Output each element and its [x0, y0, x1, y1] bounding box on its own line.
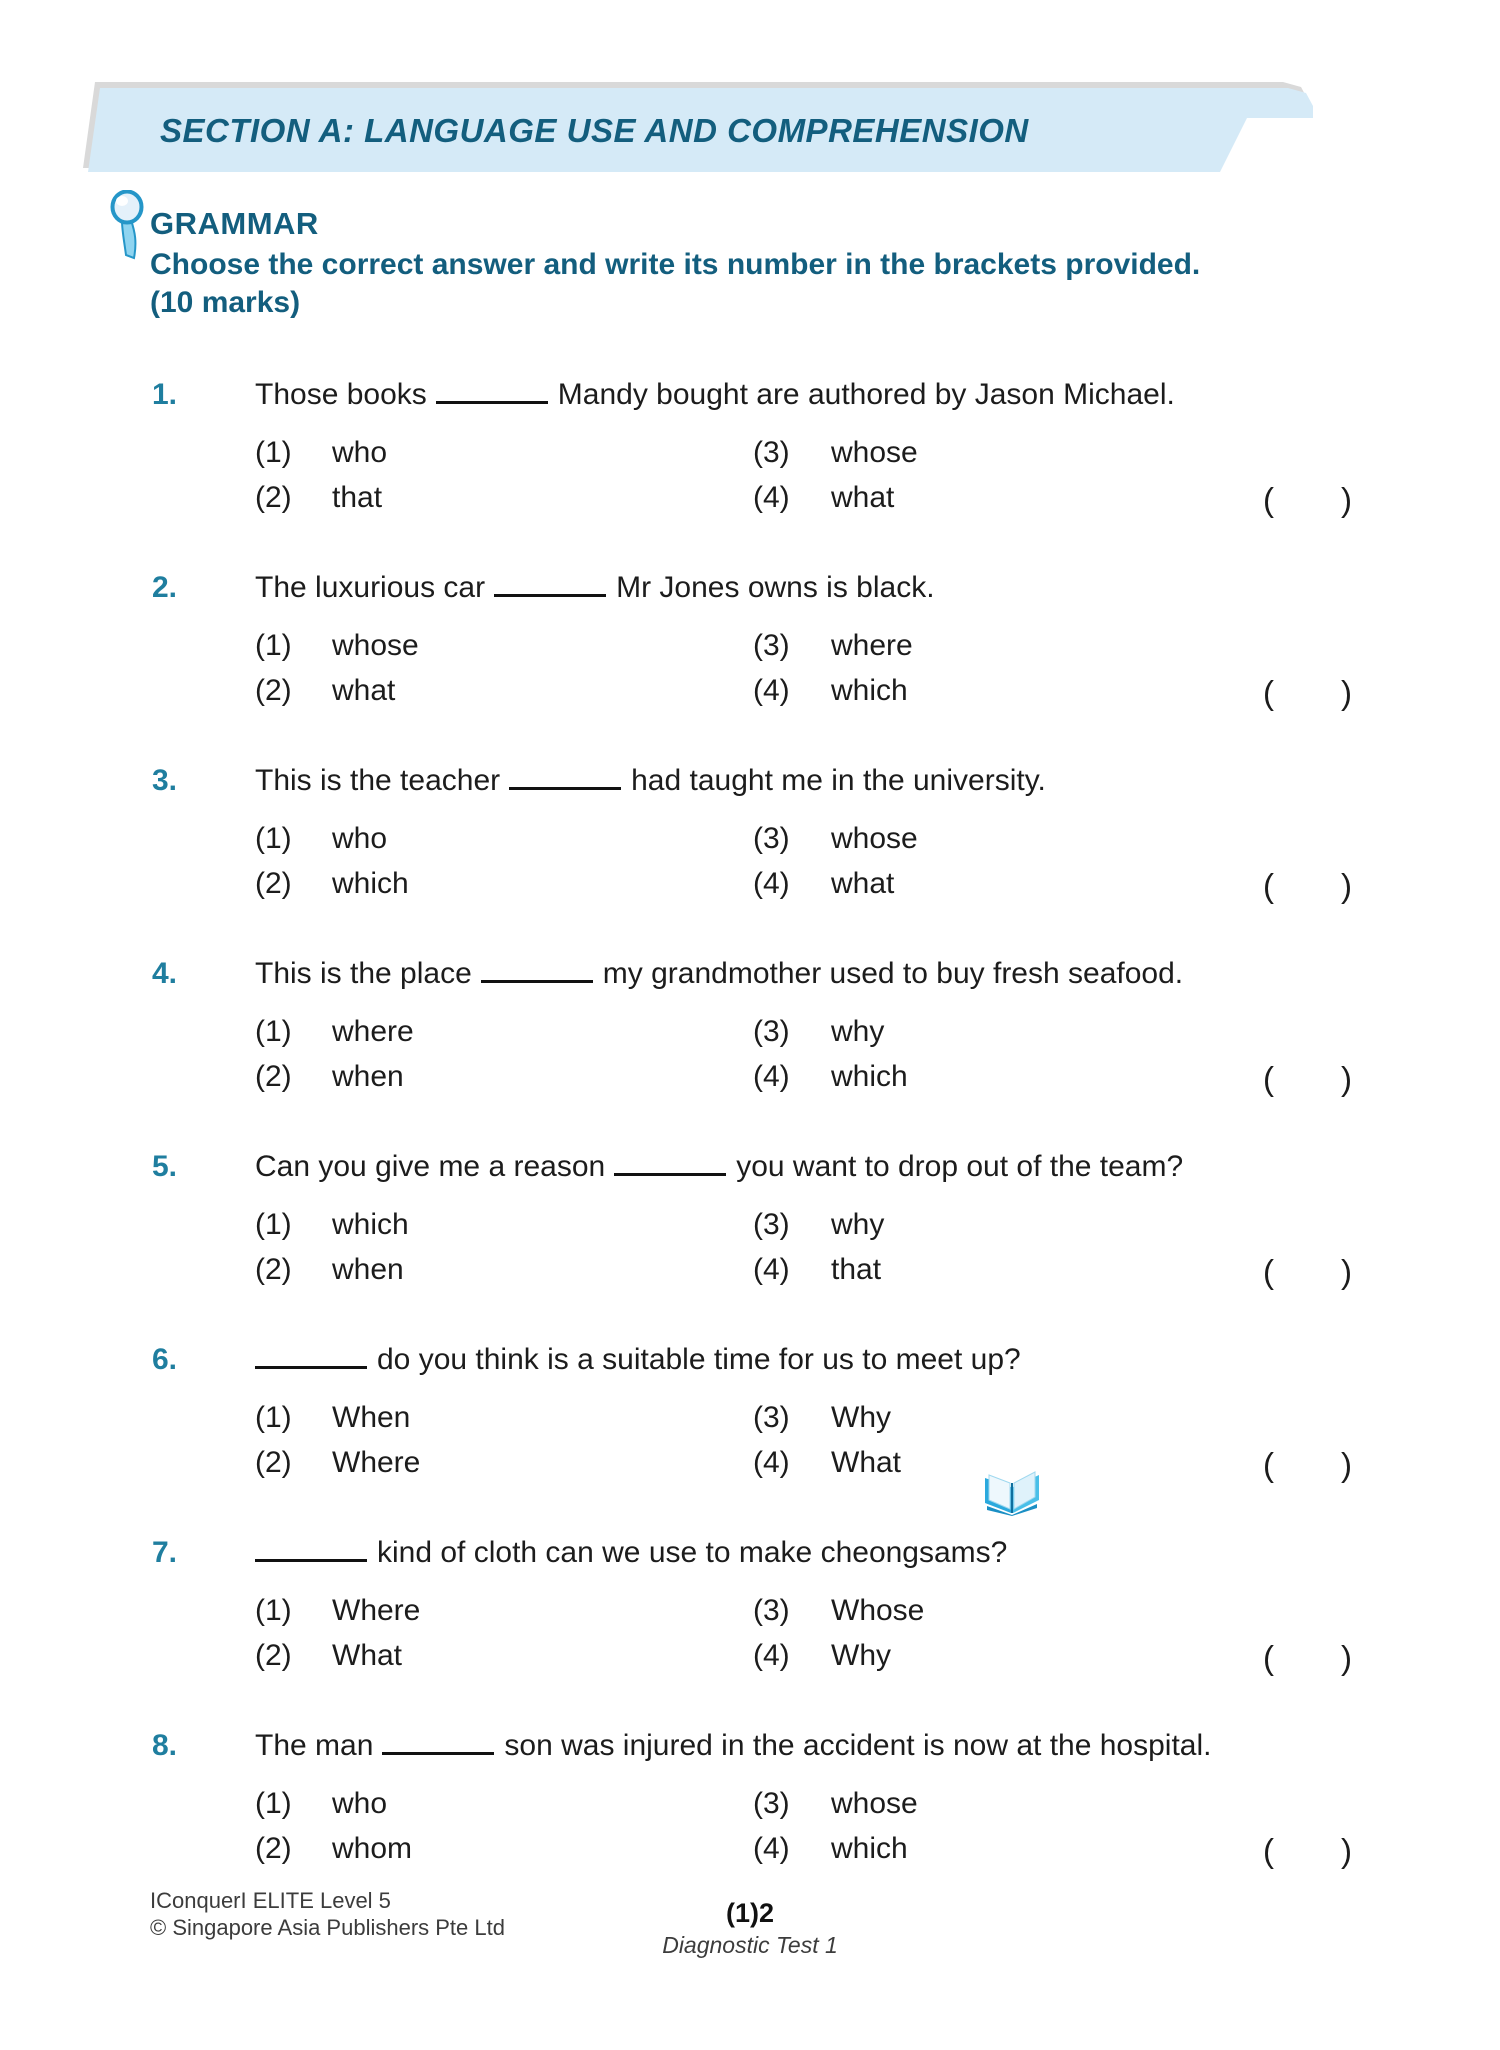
option-4-label: (4): [753, 1060, 790, 1093]
question-block: [0, 764, 1500, 914]
option-2-label: (2): [255, 1060, 292, 1093]
question-block: [0, 571, 1500, 721]
option-1-text: where: [332, 1015, 414, 1048]
option-4-text: that: [831, 1253, 882, 1286]
question-number: 7.: [152, 1536, 178, 1569]
option-4-text: what: [831, 481, 895, 514]
question-block: [0, 378, 1500, 528]
option-3-text: whose: [831, 1787, 918, 1820]
question-stem: [255, 1150, 1445, 1184]
question-stem: [255, 1729, 1445, 1763]
option-1-text: who: [332, 1787, 388, 1820]
question-stem: [255, 571, 1445, 605]
stem-before: The luxurious car: [255, 571, 486, 604]
answer-bracket-close[interactable]: ): [1341, 1446, 1352, 1483]
option-4-text: what: [831, 867, 895, 900]
question-number: 1.: [152, 378, 178, 411]
option-1-label: (1): [255, 1787, 292, 1820]
answer-bracket-close[interactable]: ): [1341, 867, 1352, 904]
option-1-label: (1): [255, 436, 292, 469]
question-number: 6.: [152, 1343, 178, 1376]
answer-blank[interactable]: [614, 1151, 726, 1176]
answer-bracket-open[interactable]: (: [1263, 1060, 1274, 1097]
stem-before: This is the place: [255, 957, 472, 990]
option-2-label: (2): [255, 1253, 292, 1286]
option-4-text: which: [831, 1060, 908, 1093]
option-3-text: where: [831, 629, 913, 662]
option-2-text: what: [332, 674, 396, 707]
option-2-text: which: [332, 867, 409, 900]
stem-after: you want to drop out of the team?: [736, 1150, 1184, 1183]
stem-after: my grandmother used to buy fresh seafood.: [602, 957, 1184, 990]
question-number: 5.: [152, 1150, 178, 1183]
option-3-text: whose: [831, 436, 918, 469]
stem-after: kind of cloth can we use to make cheongsams?: [377, 1536, 1008, 1569]
option-4-label: (4): [753, 1446, 790, 1479]
question-block: [0, 957, 1500, 1107]
answer-bracket-open[interactable]: (: [1263, 1832, 1274, 1869]
stem-before: Those books: [255, 378, 427, 411]
option-2-label: (2): [255, 867, 292, 900]
option-3-label: (3): [753, 1594, 790, 1627]
stem-after: Mandy bought are authored by Jason Michael.: [557, 378, 1175, 411]
option-4-text: which: [831, 1832, 908, 1865]
option-3-label: (3): [753, 436, 790, 469]
question-number: 8.: [152, 1729, 178, 1762]
option-4-text: What: [831, 1446, 902, 1479]
option-1-text: who: [332, 436, 388, 469]
option-4-text: which: [831, 674, 908, 707]
question-block: [0, 1343, 1500, 1493]
answer-bracket-open[interactable]: (: [1263, 674, 1274, 711]
answer-blank[interactable]: [481, 958, 593, 983]
instructions-line-1: Choose the correct answer and write its number in the brackets provided.: [150, 248, 1201, 281]
question-stem: [255, 957, 1445, 991]
option-3-text: Whose: [831, 1594, 925, 1627]
option-1-label: (1): [255, 1594, 292, 1627]
option-4-label: (4): [753, 867, 790, 900]
question-stem: [255, 1343, 1445, 1377]
question-number: 4.: [152, 957, 178, 990]
option-1-label: (1): [255, 629, 292, 662]
page-number: (1)2: [725, 1898, 774, 1928]
option-4-label: (4): [753, 1832, 790, 1865]
question-block: [0, 1150, 1500, 1300]
stem-after: Mr Jones owns is black.: [616, 571, 935, 604]
option-2-text: when: [332, 1253, 404, 1286]
option-1-text: which: [332, 1208, 409, 1241]
stem-after: had taught me in the university.: [631, 764, 1046, 797]
option-4-label: (4): [753, 481, 790, 514]
magnifier-icon: [109, 190, 153, 266]
test-name: Diagnostic Test 1: [662, 1932, 838, 1958]
option-3-label: (3): [753, 1401, 790, 1434]
answer-bracket-close[interactable]: ): [1341, 1253, 1352, 1290]
option-2-text: What: [332, 1639, 403, 1672]
option-3-label: (3): [753, 1015, 790, 1048]
option-4-text: Why: [831, 1639, 891, 1672]
option-2-text: Where: [332, 1446, 421, 1479]
answer-blank[interactable]: [436, 379, 548, 404]
answer-bracket-open[interactable]: (: [1263, 1253, 1274, 1290]
answer-blank[interactable]: [255, 1344, 367, 1369]
option-1-label: (1): [255, 822, 292, 855]
footer-series-title: IConquerI ELITE Level 5: [150, 1888, 391, 1913]
option-1-text: who: [332, 822, 388, 855]
stem-before: This is the teacher: [255, 764, 501, 797]
stem-after: son was injured in the accident is now at the hospital.: [504, 1729, 1212, 1762]
answer-bracket-close[interactable]: ): [1341, 1639, 1352, 1676]
answer-bracket-open[interactable]: (: [1263, 867, 1274, 904]
question-stem: [255, 1536, 1445, 1570]
option-4-label: (4): [753, 1253, 790, 1286]
option-2-label: (2): [255, 1639, 292, 1672]
option-1-label: (1): [255, 1401, 292, 1434]
answer-bracket-open[interactable]: (: [1263, 481, 1274, 518]
option-4-label: (4): [753, 1639, 790, 1672]
option-1-text: whose: [332, 629, 419, 662]
instructions-line-2: (10 marks): [150, 286, 301, 319]
question-stem: [255, 378, 1445, 412]
question-block: [0, 1536, 1500, 1686]
option-3-label: (3): [753, 1208, 790, 1241]
answer-bracket-open[interactable]: (: [1263, 1639, 1274, 1676]
option-2-text: that: [332, 481, 383, 514]
option-3-text: why: [831, 1208, 885, 1241]
footer-copyright: © Singapore Asia Publishers Pte Ltd: [150, 1915, 505, 1940]
question-number: 2.: [152, 571, 178, 604]
open-book-icon: [983, 1466, 1041, 1516]
option-1-label: (1): [255, 1015, 292, 1048]
section-banner-title: SECTION A: LANGUAGE USE AND COMPREHENSION: [160, 112, 1029, 149]
answer-bracket-open[interactable]: (: [1263, 1446, 1274, 1483]
answer-bracket-close[interactable]: ): [1341, 481, 1352, 518]
stem-before: Can you give me a reason: [255, 1150, 606, 1183]
option-2-label: (2): [255, 481, 292, 514]
grammar-heading: GRAMMAR: [150, 206, 319, 241]
option-1-text: Where: [332, 1594, 421, 1627]
question-number: 3.: [152, 764, 178, 797]
stem-before: The man: [255, 1729, 374, 1762]
option-3-label: (3): [753, 822, 790, 855]
answer-blank[interactable]: [494, 572, 606, 597]
option-2-text: whom: [332, 1832, 413, 1865]
option-2-label: (2): [255, 1832, 292, 1865]
answer-bracket-close[interactable]: ): [1341, 1060, 1352, 1097]
answer-blank[interactable]: [382, 1730, 494, 1755]
option-4-label: (4): [753, 674, 790, 707]
option-2-label: (2): [255, 674, 292, 707]
option-3-text: Why: [831, 1401, 891, 1434]
answer-bracket-close[interactable]: ): [1341, 674, 1352, 711]
question-stem: [255, 764, 1445, 798]
answer-blank[interactable]: [255, 1537, 367, 1562]
answer-bracket-close[interactable]: ): [1341, 1832, 1352, 1869]
option-3-label: (3): [753, 629, 790, 662]
option-3-text: why: [831, 1015, 885, 1048]
stem-after: do you think is a suitable time for us to meet up?: [377, 1343, 1021, 1376]
answer-blank[interactable]: [509, 765, 621, 790]
option-1-label: (1): [255, 1208, 292, 1241]
option-3-label: (3): [753, 1787, 790, 1820]
question-block: [0, 1729, 1500, 1879]
option-2-text: when: [332, 1060, 404, 1093]
option-2-label: (2): [255, 1446, 292, 1479]
option-1-text: When: [332, 1401, 411, 1434]
option-3-text: whose: [831, 822, 918, 855]
